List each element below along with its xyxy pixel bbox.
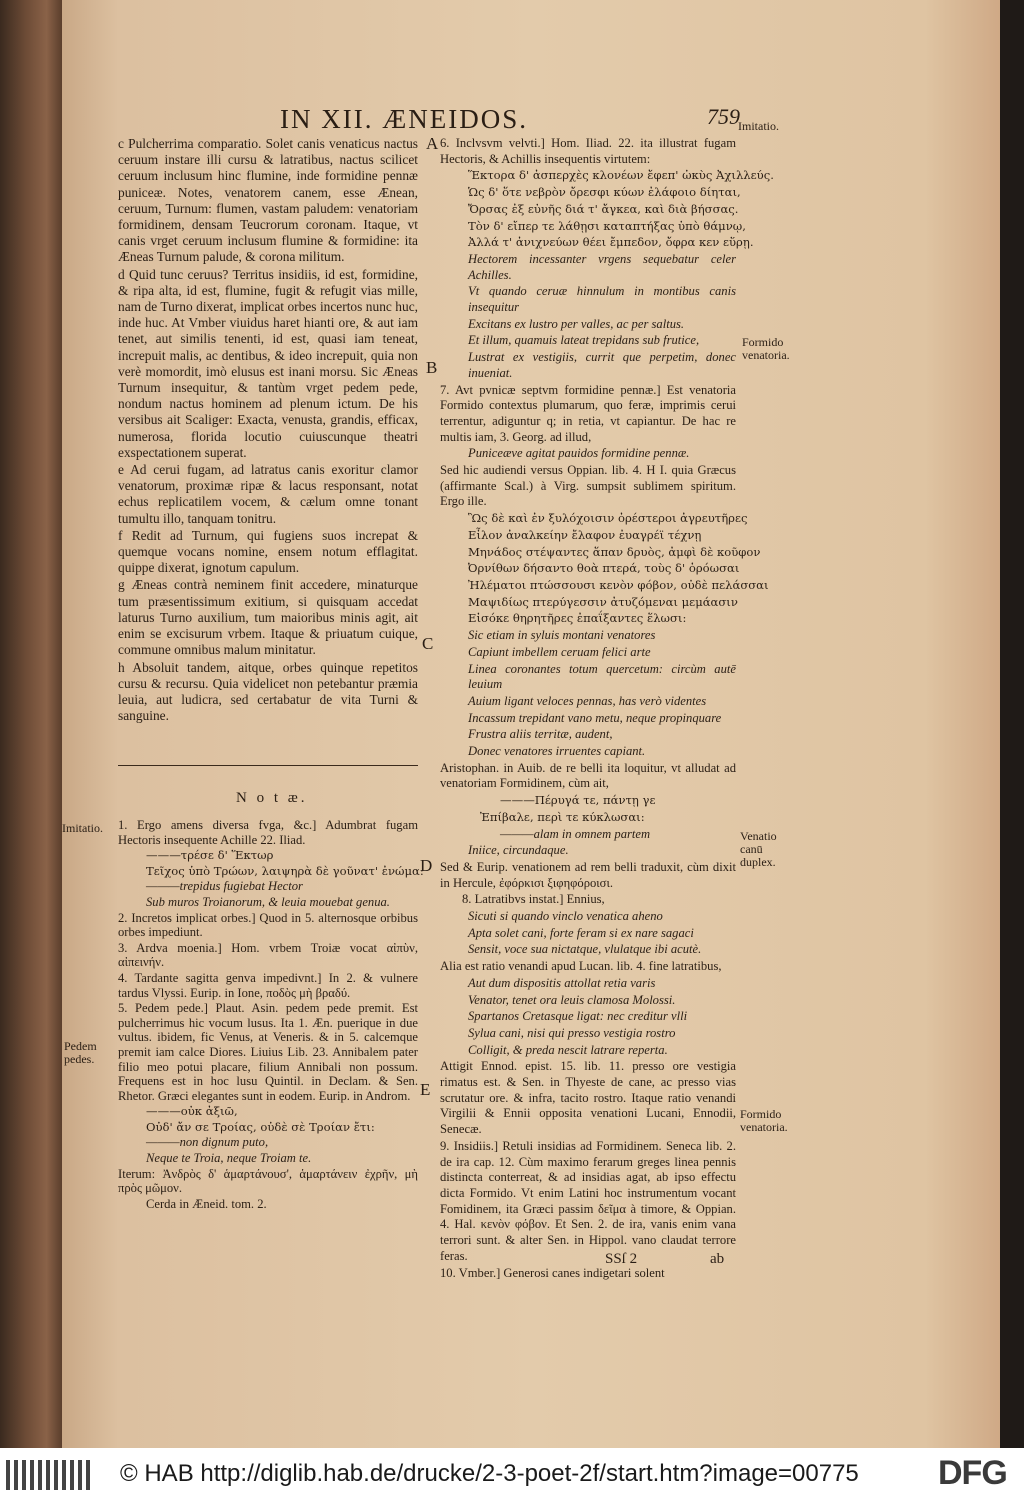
greek-verse: Ἀλλά τ' ἀνιχνεύων θέει ἔμπεδον, ὄφρα κεν εὕρῃ. [468, 235, 754, 250]
nota-iterum: Iterum: Ἀνδρὸς δ' ἁμαρτάνουσ', ἁμαρτάνειν ἐχρῆν, μὴ πρὸς μῶμον. [118, 1166, 418, 1196]
nota-3: 3. Ardva moenia.] Hom. vrbem Troiæ vocat αἰπὺν, αἰπεινήν. [118, 940, 418, 970]
section-mark-d: D [420, 856, 433, 875]
signature-mark: SSſ 2 [605, 1251, 638, 1267]
running-header: IN XII. ÆNEIDOS. [280, 104, 528, 134]
greek-verse: ———Πέρυγά τε, πάντῃ γε [500, 793, 656, 808]
note-aristophanes: Aristophan. in Auib. de re belli ita loquitur, vt alludat ad venatoriam Formidinem, cùm ait, [440, 760, 736, 791]
greek-verse: Ἠλέματοι πτώσσουσι κενὸν φόβον, οὐδὲ πελάσσαι [468, 577, 769, 592]
nota-4: 4. Tardante sagitta genva impedivnt.] In 2. & vulnere tardus Vlyssi. Eurip. in Ione, ποδὸς μὴ βραδύ. [118, 970, 418, 1000]
section-mark-b: B [426, 358, 438, 377]
commentary-h: h Absoluit tandem, aitque, orbes quinque repetitos cursu & recursu. Quia videlicet non petebantur præmia leuia, aut ludicra, sed certabatur de vita Turni & sanguine. [118, 659, 418, 724]
note-10: 10. Vmber.] Generosi canes indigetari solent [440, 1265, 665, 1280]
greek-verse: Ἕκτορα δ' ἀσπερχὲς κλονέων ἔφεπ' ὠκὺς Ἀχιλλεύς. [468, 168, 774, 183]
latin-verse: Sicuti si quando vinclo venatica aheno [468, 909, 663, 924]
latin-verse: Apta solet cani, forte feram si ex nare sagaci [468, 925, 694, 940]
nota-latin-verse: Sub muros Troianorum, & leuia mouebat genua. [146, 894, 390, 909]
commentary-f: f Redit ad Turnum, qui fugiens suos increpat & quemque vocans nomine, ensem notum efflagitat. quippe dixerat, ignotum capulum. [118, 527, 418, 576]
latin-verse: Venator, tenet ora leuis clamosa Molossi. [468, 992, 676, 1007]
note-7: 7. Avt pvnicæ septvm formidine pennæ.] Est venatoria Formido contextus plumarum, quo feræ, imprimis cerui terrentur, adiguntur q; in retia, vt capiantur. De hac re multis iam, 3. Georg. ad illud, [440, 382, 736, 444]
viewer-footer [0, 1448, 1024, 1501]
latin-verse: Vt quando ceruæ hinnulum in montibus canis insequitur [468, 284, 736, 315]
latin-verse: Et illum, quamuis lateat trepidans sub frutice, [468, 333, 700, 348]
latin-verse: Iniice, circundaque. [468, 843, 569, 858]
note-8: 8. Latratibvs instat.] Ennius, [462, 892, 605, 907]
margin-note-pedem: Pedem pedes. [64, 1039, 97, 1066]
greek-verse: Ὣς δὲ καὶ ἐν ξυλόχοισιν ὀρέστεροι ἀγρευτῆρες [468, 511, 748, 526]
latin-verse: Incassum trepidant vano metu, neque propinquare [468, 710, 722, 725]
greek-verse: Εἰσόκε θηρητῆρες ἐπαΐξαντες ἕλωσι: [468, 611, 687, 626]
nota-latin-verse: ———non dignum puto, [146, 1135, 269, 1150]
section-mark-c: C [422, 634, 434, 653]
greek-verse: Ὄρσας ἐξ εὐνῆς διά τ' ἄγκεα, καὶ διὰ βήσσας. [468, 201, 739, 216]
latin-verse: Puniceæve agitat pauidos formidine pennæ. [468, 446, 690, 461]
nota-greek-line: Τεῖχος ὑπὸ Τρώων, λαιψηρὰ δὲ γοῦνατ' ἐνώμα: [146, 863, 424, 878]
nota-catch-cerda: Cerda in Æneid. tom. 2. [146, 1196, 267, 1211]
commentary-d: d Quid tunc ceruus? Territus insidiis, id est, formidine, & ripa alta, id est, flumine, fugit & refugit vias mille, nam de Turno dixerat, implicat orbes incertos nunc huc, inde huc. At Vmber viuidus haret hianti ore, & aut iam tenet, aut similis tenenti, id est, quasi iam teneat, increpuit malis, ac dentibus, & ideo increpuit, quia non verè momordit, imò elusus est inani morsu. Sic Æneas Turnum insequitur, & tantùm vrget pedem pede, nondum nactus hominem ad plenum ictum. De his versibus ait Scaliger: Exacta, venusta, grandis, efficax, numerosa, florida locutio cuiuscunque theatri exspectationem superat. [118, 266, 418, 460]
greek-verse: Ὀρνίθων δήσαντο θοὰ πτερά, τοὺς δ' ὁρόωσαι [468, 561, 740, 576]
latin-verse: ———alam in omnem partem [500, 826, 651, 841]
nota-latin-verse: Neque te Troia, neque Troiam te. [146, 1151, 312, 1166]
section-mark-a: A [426, 134, 439, 153]
latin-verse: Sic etiam in syluis montani venatores [468, 628, 656, 643]
nota-1: 1. Ergo amens diversa fvga, &c.] Adumbrat fugam Hectoris insequente Achille 22. Iliad. [118, 818, 418, 847]
note-lucan: Alia est ratio venandi apud Lucan. lib. 4. fine latratibus, [440, 959, 722, 974]
nota-latin-verse: ———trepidus fugiebat Hector [146, 879, 303, 894]
latin-verse: Sylua cani, nisi qui presso vestigia rostro [468, 1025, 676, 1040]
nota-greek-line: ———τρέσε δ' Ἕκτωρ [146, 848, 274, 863]
latin-verse: Excitans ex lustro per valles, ac per saltus. [468, 316, 685, 331]
greek-verse: Ἐπίβαλε, περὶ τε κύκλωσαι: [480, 809, 645, 824]
nota-2: 2. Incretos implicat orbes.] Quod in 5. alternosque orbibus orbes impediunt. [118, 910, 418, 940]
latin-verse: Frustra aliis territæ, audent, [468, 727, 613, 742]
latin-verse: Sensit, voce sua nictatque, vlulatque ibi acutè. [468, 942, 702, 957]
commentary-e: e Ad cerui fugam, ad latratus canis exoritur clamor venatorum, proximæ ripæ & lacus responsant, notat echus replicatilem vocem, & cælum omne tonant tumultu illo, tanquam tonitru. [118, 462, 418, 526]
nota-greek-line: ———οὐκ ἀξιῶ, [146, 1104, 238, 1119]
margin-note-imitatio-left: Imitatio. [62, 821, 103, 835]
margin-note-imitatio: Imitatio. [738, 119, 779, 133]
barcode-logo-icon [6, 1460, 96, 1490]
greek-verse: Ὡς δ' ὅτε νεβρὸν ὄρεσφι κύων ἐλάφοιο δίηται, [468, 185, 741, 200]
latin-verse: Hectorem incessanter vrgens sequebatur celer Achilles. [468, 251, 736, 282]
copyright-url[interactable]: © HAB http://diglib.hab.de/drucke/2-3-poet-2f/start.htm?image=00775 [120, 1460, 859, 1487]
latin-verse: Linea coronantes totum quercetum: circùm autē leuium [468, 661, 736, 692]
section-mark-e: E [420, 1080, 431, 1099]
note-9: 9. Insidiis.] Retuli insidias ad Formidinem. Seneca lib. 2. de ira cap. 12. Cùm maximo ferarum greges linea pennis distincta conterreat, & ad insidias agat, ab ipso effectu dicta Formido. Vt enim Latini hoc instrumentum vocant Fomidinem, ita Græci passim δεῖμα à timore, & Oppian. 4. Hal. κενὸν φόβον. Et Sen. 2. de ira, vanis enim vana terrori sunt. & alter Sen. in Hippol. vano claudat terrore feras. [440, 1138, 736, 1263]
nota-5: 5. Pedem pede.] Plaut. Asin. pedem pede premit. Est pulcherrimus hic vocum lusus. Ita 1. Æn. puerique in due vultus. ibidem, fic Venus, at Veneris. & in 5. calcemque premit iam calce Diores. Liuius Lib. 23. Annibalem pater filio meo potui placare, filium Annibali non possum. Frequens est in hoc lusu Quintil. in Declam. & Sen. Rhetor. Græci elegantes sunt in eodem. Eurip. in Androm. [118, 1001, 418, 1103]
latin-verse: Capiunt imbellem ceruam felici arte [468, 644, 651, 659]
latin-verse: Auium ligant veloces pennas, has verò videntes [468, 693, 707, 708]
notae-column [118, 818, 424, 1212]
note-oppian: Sed hic audiendi versus Oppian. lib. 4. H I. quia Græcus (affirmante Scal.) à Virg. sumpsit sublimem spiritum. Ergo ille. [440, 463, 736, 509]
book-spine [0, 0, 62, 1501]
catchword: ab [710, 1251, 725, 1267]
commentary-c: c Pulcherrima comparatio. Solet canis venaticus nactus ceruum instare illi cursu & latratibus, nactus scilicet ceruum inclusum hinc flumine, inde formidine pennæ puniceæ. Notes, venatorem canem, esse Ænean, ceruum, Turnum: flumen, vastam paludem: venatoriam formidinem, densam Teucrorum coronam. Itaque, vt canis vrget ceruum inclusum flumine & formidine: ita Æneas Turnum palude, & corona militum. [118, 136, 418, 265]
latin-verse: Lustrat ex vestigiis, currit que perpetim, donec inueniat. [468, 350, 736, 380]
page-number: 759 [707, 104, 740, 129]
greek-verse: Μηνάδος στέψαντες ἅπαν δρυὸς, ἀμφὶ δὲ κοῦφον [468, 544, 761, 559]
note-6: 6. Inclvsvm velvti.] Hom. Iliad. 22. ita illustrat fugam Hectoris, & Achillis insequentis virtutem: [440, 136, 736, 166]
latin-verse: Aut dum dispositis attollat retia varis [468, 975, 656, 990]
commentary-g: g Æneas contrà neminem finit accedere, minaturque tum præsentissimum exitium, si quisquam accedat laturus Turno auxilium, tum maioribus minis agit, ait enim se excisurum vrbem. Itaque & priuatum cuique, commune omnibus malum minitatur. [118, 577, 418, 658]
note-euripides: Sed & Eurip. venationem ad rem belli traduxit, cùm dixit in Hercule, ἐφόρκισι ξιφηφόροισι. [440, 859, 736, 890]
margin-note-venatio: Venatio canū duplex. [740, 829, 777, 869]
dfg-logo: DFG [938, 1454, 1007, 1492]
latin-verse: Donec venatores irruentes capiant. [468, 744, 646, 759]
greek-verse: Εἶλον ἀναλκείην ἔλαφον ἐυαγρέϊ τέχνῃ [468, 527, 702, 542]
note-ennodius: Attigit Ennod. epist. 15. lib. 11. presso ore vestigia rimatus est. & Sen. in Thyeste de cane, ac presso vias scrutatur ore. & infra, tacito rostro. Itaque ratio venandi Virgilii & Ennii opposita venationi Lucani, Ennodii, Senecæ. [440, 1059, 736, 1137]
section-divider [118, 765, 418, 766]
notae-heading: N o t æ. [236, 790, 308, 806]
nota-greek-line: Οὐδ' ἄν σε Τροίας, οὐδὲ σὲ Τροίαν ἔτι: [146, 1119, 375, 1134]
left-commentary-column [118, 136, 418, 725]
page-edge-shadow [1000, 0, 1024, 1448]
greek-verse: Μαψιδίως πτερύγεσσιν ἀτυζόμεναι μεμάασιν [468, 594, 738, 609]
latin-verse: Colligit, & preda nescit latrare reperta. [468, 1042, 668, 1057]
latin-verse: Spartanos Cretasque ligat: nec creditur vlli [468, 1009, 688, 1024]
greek-verse: Τὸν δ' εἴπερ τε λάθῃσι καταπτήξας ὑπὸ θάμνῳ, [468, 218, 746, 233]
margin-note-formido-2: Formido venatoria. [740, 1107, 788, 1134]
margin-note-formido: Formido venatoria. [742, 335, 790, 362]
